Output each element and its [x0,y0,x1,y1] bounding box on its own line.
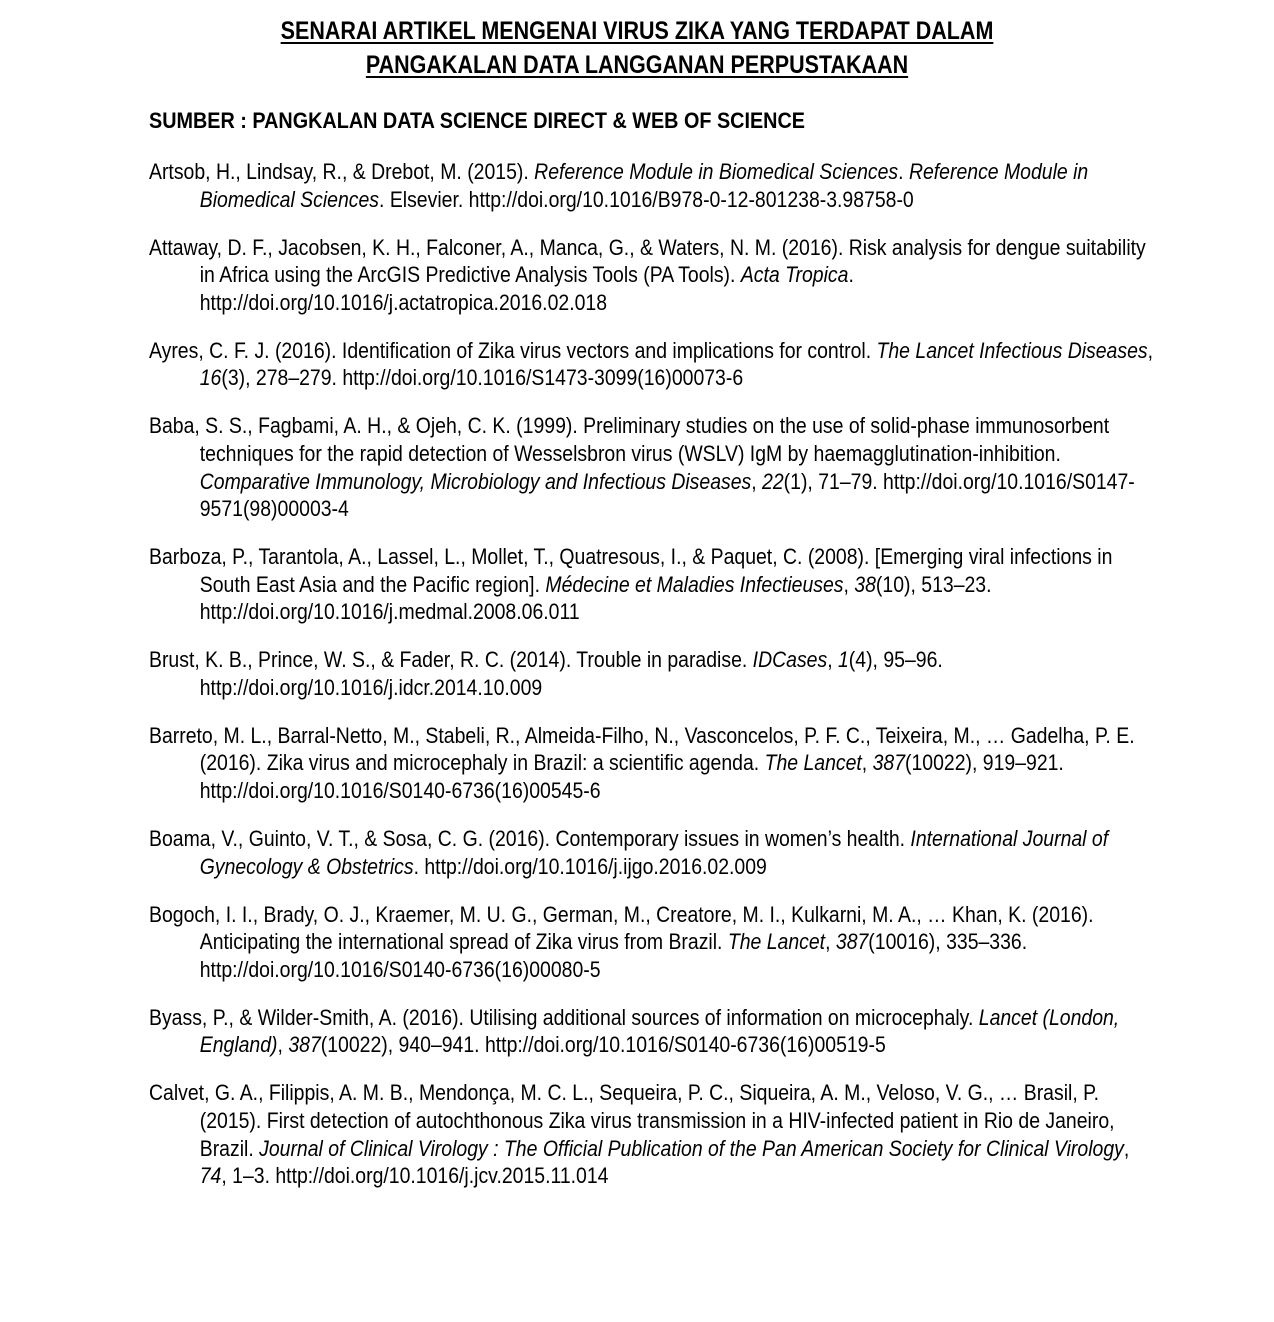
reference-italic-segment: Journal of Clinical Virology : The Official Publication of the Pan American Society for Clinical Virology [259,1135,1124,1161]
reference-text-segment: Barboza, P., Tarantola, A., Lassel, L., Mollet, T., Quatresous, I., & Paquet, C. (2008). [Emerging viral infections in South East Asia and the Pacific region]. [149,544,1113,597]
reference-italic-segment: Reference Module in Biomedical Sciences [534,159,899,184]
reference-italic-segment: The Lancet [727,929,826,955]
reference-text-segment: , [843,571,855,597]
reference-italic-segment: Comparative Immunology, Microbiology and Infectious Diseases [199,468,752,494]
reference-text-segment: Baba, S. S., Fagbami, A. H., & Ojeh, C. K. (1999). Preliminary studies on the use of solid-phase immunosorbent techniques for the rapid detection of Wesselsbron virus (WSLV) IgM by haemagglutination-inhibition. [149,413,1110,466]
reference-entry [149,825,1154,880]
reference-entry [149,722,1154,805]
reference-italic-segment: 387 [288,1032,321,1058]
reference-text-segment: , [751,468,763,494]
reference-entry [149,543,1154,626]
reference-italic-segment: 22 [762,468,784,494]
source-heading: SUMBER : PANGKALAN DATA SCIENCE DIRECT & WEB OF SCIENCE [149,108,805,133]
reference-text-segment: Barreto, M. L., Barral-Netto, M., Stabeli, R., Almeida-Filho, N., Vasconcelos, P. F. C., Teixeira, M., … Gadelha, P. E. (2016). Zika virus and microcephaly in Brazil: a scientific agenda. [149,722,1135,776]
reference-italic-segment: 74 [199,1163,222,1189]
reference-text-segment: , [861,750,873,776]
reference-italic-segment: The Lancet [764,750,862,776]
reference-entry [149,337,1154,392]
reference-text-segment: (10022), 919–921. http://doi.org/10.1016/S0140-6736(16)00545-6 [199,750,1064,804]
reference-text-segment: (1), 71–79. http://doi.org/10.1016/S0147-9571(98)00003-4 [199,468,1135,522]
reference-text-segment: (3), 278–279. http://doi.org/10.1016/S1473-3099(16)00073-6 [221,365,744,391]
reference-italic-segment: 387 [872,750,906,776]
reference-entry [149,412,1154,522]
reference-text-segment: , [827,647,838,673]
reference-italic-segment: Lancet (London, England) [199,1004,1120,1058]
reference-italic-segment: Médecine et Maladies Infectieuses [545,571,844,597]
reference-text-segment: Byass, P., & Wilder-Smith, A. (2016). Utilising additional sources of information on microcephaly. [149,1004,979,1030]
reference-entry [149,234,1154,317]
reference-text-segment: , [277,1032,289,1058]
reference-text-segment: . Elsevier. http://doi.org/10.1016/B978-0-12-801238-3.98758-0 [379,186,914,212]
reference-text-segment: (10022), 940–941. http://doi.org/10.1016/S0140-6736(16)00519-5 [320,1032,886,1058]
reference-italic-segment: IDCases [752,647,828,673]
reference-list [149,158,1154,1210]
title-line-2: PANGAKALAN DATA LANGGANAN PERPUSTAKAAN [365,51,909,79]
reference-entry [149,646,1154,701]
reference-text-segment: Boama, V., Guinto, V. T., & Sosa, C. G. (2016). Contemporary issues in women’s health. [149,826,911,852]
reference-text-segment: Ayres, C. F. J. (2016). Identification of Zika virus vectors and implications for control. [149,337,877,363]
reference-entry [149,901,1154,984]
reference-text-segment: Artsob, H., Lindsay, R., & Drebot, M. (2015). [149,159,535,184]
reference-italic-segment: Acta Tropica [740,262,849,288]
reference-text-segment: , [1147,337,1154,363]
reference-text-segment: Attaway, D. F., Jacobsen, K. H., Falconer, A., Manca, G., & Waters, N. M. (2016). Risk analysis for dengue suitability in Africa using the ArcGIS Predictive Analysis Tools (PA Tools). [149,234,1146,288]
reference-entry [149,1004,1154,1059]
reference-italic-segment: The Lancet Infectious Diseases [876,337,1148,363]
reference-italic-segment: 38 [854,571,876,597]
reference-italic-segment: 1 [837,647,849,673]
reference-entry [149,158,1154,213]
reference-text-segment: Bogoch, I. I., Brady, O. J., Kraemer, M. U. G., German, M., Creatore, M. I., Kulkarni, M. A., … Khan, K. (2016). Anticipating the international spread of Zika virus from Brazil. [149,901,1094,955]
reference-text-segment: (10016), 335–336. http://doi.org/10.1016/S0140-6736(16)00080-5 [199,929,1028,982]
reference-text-segment: . http://doi.org/10.1016/j.ijgo.2016.02.009 [413,853,767,879]
reference-text-segment: Brust, K. B., Prince, W. S., & Fader, R. C. (2014). Trouble in paradise. [149,647,753,673]
reference-entry [149,1079,1154,1189]
reference-italic-segment: Reference Module in Biomedical Sciences [199,159,1089,212]
reference-text-segment: (4), 95–96. http://doi.org/10.1016/j.idcr.2014.10.009 [199,647,943,700]
reference-italic-segment: 387 [835,929,869,955]
reference-text-segment: , [825,929,836,955]
reference-text-segment: Calvet, G. A., Filippis, A. M. B., Mendonça, M. C. L., Sequeira, P. C., Siqueira, A. M., Veloso, V. G., … Brasil, P. (2015). First detection of autochthonous Zika virus transmission in a HIV-infected patient in Rio de Janeiro, Brazil. [149,1080,1115,1161]
reference-text-segment: , [1123,1135,1130,1161]
reference-text-segment: . [898,159,909,184]
title-line-1: SENARAI ARTIKEL MENGENAI VIRUS ZIKA YANG TERDAPAT DALAM [280,17,994,45]
reference-text-segment: . http://doi.org/10.1016/j.actatropica.2016.02.018 [199,262,854,315]
reference-italic-segment: 16 [199,365,222,391]
reference-italic-segment: International Journal of Gynecology & Obstetrics [199,826,1109,879]
page-title [89,14,1185,82]
reference-text-segment: (10), 513–23. http://doi.org/10.1016/j.medmal.2008.06.011 [199,571,992,625]
reference-text-segment: , 1–3. http://doi.org/10.1016/j.jcv.2015.11.014 [221,1163,609,1189]
